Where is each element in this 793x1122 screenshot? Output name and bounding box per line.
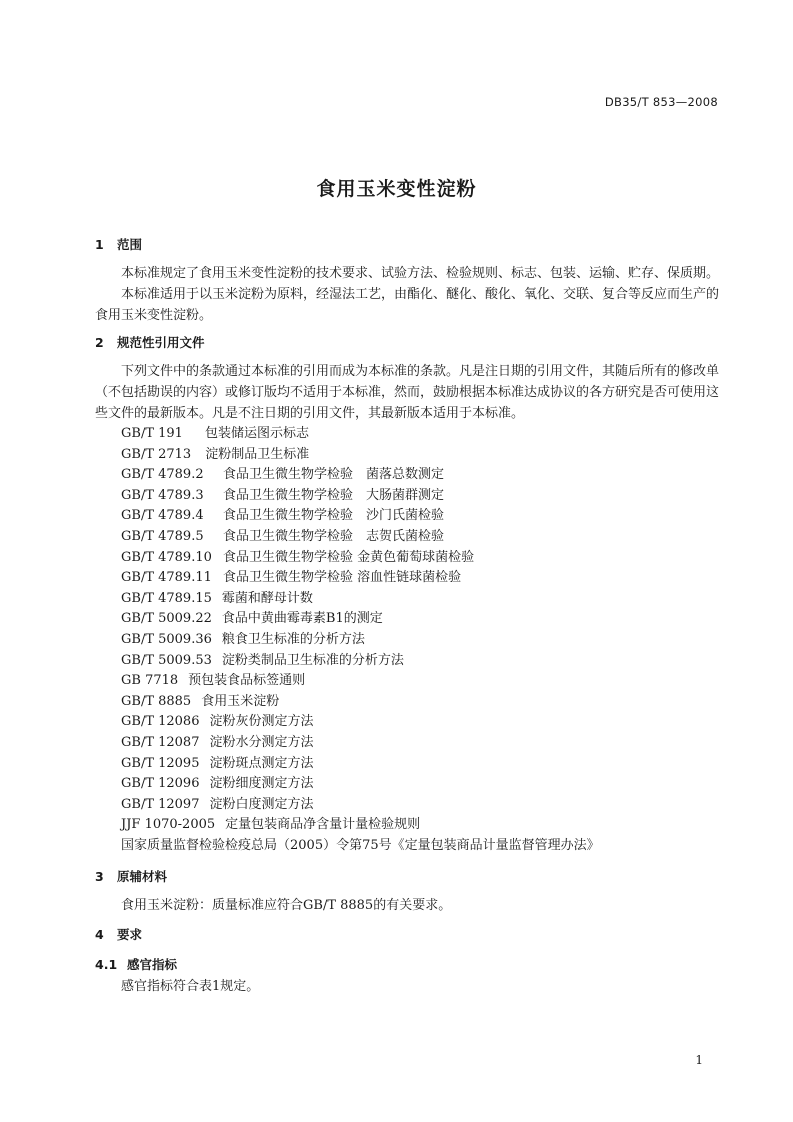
section-1-heading bbox=[95, 234, 719, 256]
reference-item: GB/T 4789.2 食品卫生微生物学检验 菌落总数测定 bbox=[121, 467, 445, 483]
reference-item: GB 7718 预包装食品标签通则 bbox=[121, 673, 306, 689]
reference-item: GB/T 5009.36 粮食卫生标准的分析方法 bbox=[121, 631, 365, 647]
section-2-heading bbox=[95, 332, 719, 354]
reference-item: GB/T 4789.5 食品卫生微生物学检验 志贺氏菌检验 bbox=[121, 528, 445, 544]
reference-item: GB/T 4789.4 食品卫生微生物学检验 沙门氏菌检验 bbox=[121, 508, 445, 524]
reference-list bbox=[95, 424, 719, 856]
paragraph: 感官指标符合表1规定。 bbox=[121, 979, 260, 995]
page-number: 1 bbox=[695, 1053, 703, 1067]
section-title: 原辅材料 bbox=[117, 869, 168, 885]
reference-item-decree: 国家质量监督检验检疫总局（2005）令第75号《定量包装商品计量监督管理办法》 bbox=[121, 837, 600, 853]
paragraph: 本标准规定了食用玉米变性淀粉的技术要求、试验方法、检验规则、标志、包装、运输、贮存、保质期。 bbox=[121, 266, 720, 281]
reference-item: GB/T 12097 淀粉白度测定方法 bbox=[121, 796, 314, 812]
reference-item: GB/T 4789.10 食品卫生微生物学检验 金黄色葡萄球菌检验 bbox=[121, 549, 475, 565]
section-title: 规范性引用文件 bbox=[117, 335, 205, 350]
reference-item: GB/T 12096 淀粉细度测定方法 bbox=[121, 776, 314, 792]
document-code: DB35/T 853—2008 bbox=[604, 95, 718, 109]
section-number: 4.1 bbox=[95, 957, 118, 973]
section-4-heading bbox=[95, 924, 719, 946]
paragraph: 食用玉米淀粉：质量标准应符合GB/T 8885的有关要求。 bbox=[121, 898, 452, 914]
paragraph: 本标准适用于以玉米淀粉为原料，经湿法工艺，由酯化、醚化、酸化、氧化、交联、复合等反应而生产的食用玉米变性淀粉。 bbox=[95, 287, 720, 323]
reference-item: GB/T 4789.3 食品卫生微生物学检验 大肠菌群测定 bbox=[121, 487, 445, 503]
reference-item: GB/T 2713 淀粉制品卫生标准 bbox=[121, 446, 310, 462]
section-3-heading bbox=[95, 866, 719, 888]
section-title: 范围 bbox=[117, 237, 143, 252]
section-4-1-heading bbox=[95, 954, 719, 976]
reference-item: GB/T 5009.53 淀粉类制品卫生标准的分析方法 bbox=[121, 652, 404, 668]
reference-item: GB/T 5009.22 食品中黄曲霉毒素B1的测定 bbox=[121, 611, 383, 627]
reference-item: GB/T 12087 淀粉水分测定方法 bbox=[121, 734, 314, 750]
section-number: 3 bbox=[95, 869, 104, 885]
reference-item: GB/T 8885 食用玉米淀粉 bbox=[121, 693, 280, 709]
reference-item: GB/T 12086 淀粉灰份测定方法 bbox=[121, 714, 314, 730]
reference-item: GB/T 191 包装储运图示标志 bbox=[121, 426, 310, 441]
section-number: 1 bbox=[95, 237, 104, 252]
document-title: 食用玉米变性淀粉 bbox=[316, 178, 477, 200]
paragraph: 下列文件中的条款通过本标准的引用而成为本标准的条款。凡是注日期的引用文件，其随后所有的修改单（不包括勘误的内容）或修订版均不适用于本标准，然而，鼓励根据本标准达成协议的各方研究是否可使用这些文件的最新版本。凡是不注日期的引用文件，其最新版本适用于本标准。 bbox=[95, 364, 720, 421]
section-number: 2 bbox=[95, 335, 104, 350]
section-title: 感官指标 bbox=[127, 957, 178, 973]
reference-item: GB/T 4789.11 食品卫生微生物学检验 溶血性链球菌检验 bbox=[121, 570, 462, 586]
reference-item: GB/T 12095 淀粉斑点测定方法 bbox=[121, 755, 314, 771]
reference-item: JJF 1070-2005 定量包装商品净含量计量检验规则 bbox=[121, 817, 421, 833]
document-body bbox=[95, 234, 719, 997]
section-number: 4 bbox=[95, 927, 104, 943]
reference-item: GB/T 4789.15 霉菌和酵母计数 bbox=[121, 590, 313, 606]
section-title: 要求 bbox=[117, 927, 143, 943]
